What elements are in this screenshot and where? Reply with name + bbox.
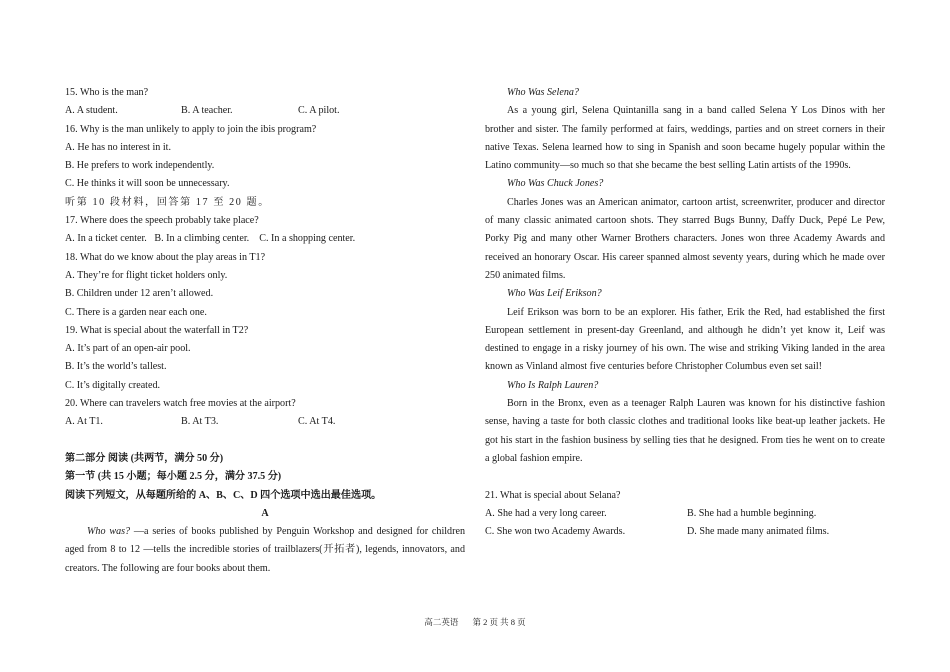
passage-letter: A bbox=[261, 507, 269, 519]
q21-options-row2 bbox=[485, 523, 885, 541]
q19-option-a: A. It’s part of an open-air pool. bbox=[65, 343, 191, 355]
part2-title: 第二部分 阅读 (共两节，满分 50 分) bbox=[65, 452, 224, 464]
q18-option-c: C. There is a garden near each one. bbox=[65, 306, 207, 318]
q15-options bbox=[65, 102, 465, 120]
q21-stem: 21. What is special about Selana? bbox=[485, 489, 621, 501]
q17-stem: 17. Where does the speech probably take place? bbox=[65, 215, 259, 227]
listening-instruction: 听第 10 段材料，回答第 17 至 20 题。 bbox=[65, 196, 270, 208]
q15-option-c: C. A pilot. bbox=[298, 105, 340, 117]
q21-option-b: B. She had a humble beginning. bbox=[687, 507, 817, 519]
q18-option-b: B. Children under 12 aren’t allowed. bbox=[65, 288, 214, 300]
q20-option-a: A. At T1. bbox=[65, 416, 103, 428]
selena-text: As a young girl, Selena Quintanilla sang in a band called Selena Y Los Dinos with her brother and sister. The family performed at fairs, weddings, parties and on street corners in their native Texas. Selena learned how to sing in Spanish and soon became hugely popular within the Latino community—so much so that she became the best selling Latin artists of the 1990s. bbox=[485, 105, 885, 172]
q19-option-c: C. It’s digitally created. bbox=[65, 379, 161, 391]
q20-stem: 20. Where can travelers watch free movies at the airport? bbox=[65, 398, 296, 410]
q15-option-b: B. A teacher. bbox=[181, 105, 233, 117]
q16-option-a: A. He has no interest in it. bbox=[65, 141, 171, 153]
q15-option-a: A. A student. bbox=[65, 105, 118, 117]
reading-directions: 阅读下列短文，从每题所给的 A、B、C、D 四个选项中选出最佳选项。 bbox=[65, 489, 382, 501]
selena-title: Who Was Selena? bbox=[507, 87, 579, 98]
left-column bbox=[65, 84, 465, 578]
q21-option-c: C. She won two Academy Awards. bbox=[485, 526, 626, 538]
q20-option-b: B. At T3. bbox=[181, 416, 219, 428]
right-column bbox=[485, 84, 885, 541]
passage-intro bbox=[65, 523, 465, 578]
chuck-jones-title: Who Was Chuck Jones? bbox=[507, 178, 604, 190]
q21-option-a: A. She had a very long career. bbox=[485, 507, 607, 519]
leif-erikson-title: Who Was Leif Erikson? bbox=[507, 288, 602, 300]
intro-rest: —a series of books published by Penguin Workshop and designed for children aged from 8 to 12 —tells the incredible stories of trailblazers(开拓者), legends, innovators, and creators. The following are four books about them. bbox=[65, 526, 465, 574]
chuck-jones-text: Charles Jones was an American animator, cartoon artist, screenwriter, producer and director of many classic animated cartoon shots. They starred Bugs Bunny, Daffy Duck, Pepé Le Pew, Porky Pig and many other Warner Brothers characters. Jones won three Academy Awards and received an honorary Oscar. His career spanned almost seventy years, during which he made over 250 animated films. bbox=[485, 196, 885, 281]
leif-erikson-text: Leif Erikson was born to be an explorer. His father, Erik the Red, had established the first European settlement in present-day Greenland, and although he didn’t yet know it, Leif was destined to engage in a risky journey of his own. The wise and striking Viking landed in the area known as Vinland almost five centuries before Christopher Columbus even set sail! bbox=[485, 306, 885, 373]
q19-option-b: B. It’s the world’s tallest. bbox=[65, 361, 167, 373]
q21-option-d: D. She made many animated films. bbox=[687, 526, 830, 538]
q17-options: A. In a ticket center. B. In a climbing center. C. In a shopping center. bbox=[65, 233, 356, 245]
q16-option-c: C. He thinks it will soon be unnecessary. bbox=[65, 178, 230, 190]
q18-stem: 18. What do we know about the play areas in T1? bbox=[65, 251, 266, 263]
page-footer bbox=[0, 616, 950, 628]
q16-option-b: B. He prefers to work independently. bbox=[65, 160, 215, 172]
spacer bbox=[485, 468, 885, 486]
footer-subject: 高二英语 bbox=[424, 617, 459, 627]
q18-option-a: A. They’re for flight ticket holders only. bbox=[65, 269, 228, 281]
footer-page-number: 第 2 页 共 8 页 bbox=[472, 617, 526, 627]
ralph-lauren-title: Who Is Ralph Lauren? bbox=[507, 379, 599, 391]
q16-stem: 16. Why is the man unlikely to apply to join the ibis program? bbox=[65, 123, 317, 135]
q20-options bbox=[65, 413, 465, 431]
ralph-lauren-text: Born in the Bronx, even as a teenager Ralph Lauren was known for his distinctive fashion sense, having a taste for both classic clothes and traditional looks like beat-up leather jackets. He got his start in the fashion business by selling ties that he designed. From ties he went on to create a global fashion empire. bbox=[485, 398, 885, 464]
section1-title: 第一节 (共 15 小题；每小题 2.5 分，满分 37.5 分) bbox=[65, 471, 282, 483]
q19-stem: 19. What is special about the waterfall in T2? bbox=[65, 324, 249, 336]
intro-italic: Who was? bbox=[87, 526, 131, 538]
q15-stem: 15. Who is the man? bbox=[65, 87, 149, 98]
q20-option-c: C. At T4. bbox=[298, 416, 336, 428]
q21-options-row1 bbox=[485, 505, 885, 523]
spacer bbox=[65, 432, 465, 450]
